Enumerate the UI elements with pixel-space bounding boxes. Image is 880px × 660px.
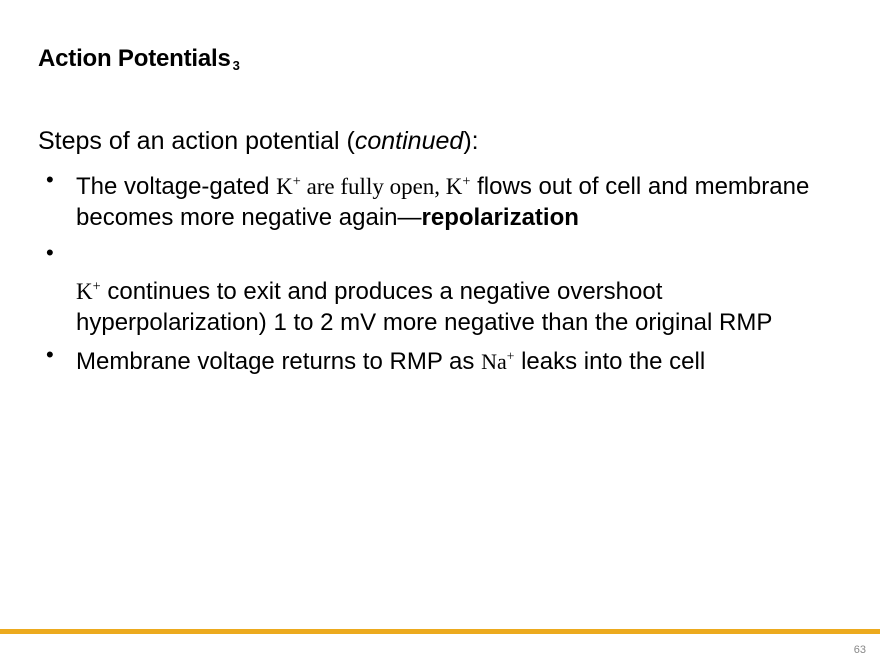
ion-symbol-sodium: Na+ [481,348,515,374]
ion-symbol-potassium: K+ [276,173,301,200]
ion-symbol-potassium: K+ [76,277,101,304]
bullet-continuation [76,276,854,338]
page-number: 63 [853,644,866,656]
lead-prefix: Steps of an action potential ( [38,127,355,155]
lead-italic: continued [354,127,464,155]
superscript-plus: + [506,348,515,364]
bullet-text-segment: leaks into the cell [514,348,706,375]
lead-suffix: ): [463,127,479,155]
bullet-list [38,171,854,377]
bullet-rmp-return [38,346,854,377]
bullet-text-segment: continues to exit and produces a negative overshoot hyperpolarization) 1 to 2 mV more negative than the original RMP [76,277,773,336]
bullet-text-segment: flows out of cell and membrane becomes more negative again— [76,173,810,232]
page-title-text: Action Potentials [38,45,231,72]
slide-body [38,126,854,387]
page-title [38,46,238,72]
bullet-blank-line [76,244,854,270]
bullet-text-segment: Membrane voltage returns to RMP as [76,348,482,375]
bullet-emphasis-repolarization: repolarization [421,204,579,232]
bullet-repolarization [38,171,854,233]
superscript-plus: + [292,173,301,190]
superscript-plus: + [92,277,101,294]
bullet-text-segment: The voltage-gated [76,173,277,201]
page-title-suffix: 3 [232,58,240,73]
footer-accent-bar [0,629,880,634]
superscript-plus: + [462,173,471,190]
bullet-hyperpolarization [38,244,854,338]
ion-symbol-potassium: K+ [445,173,471,200]
bullet-text-segment: are fully open, [300,174,446,200]
lead-paragraph [38,126,854,157]
